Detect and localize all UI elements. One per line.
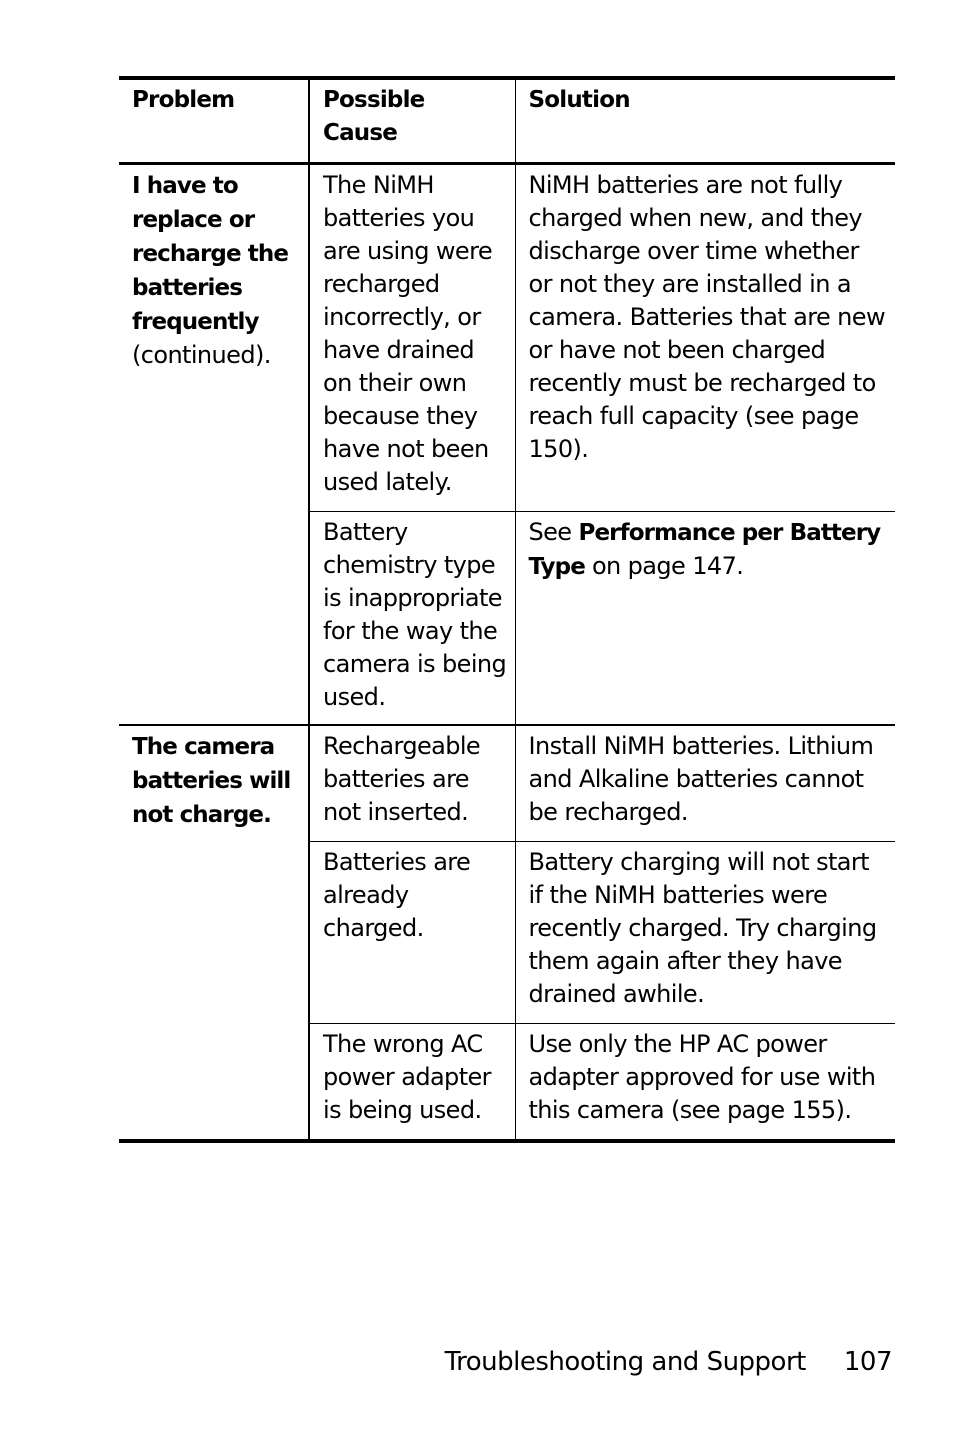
page-number: 107 [843,1347,892,1377]
table-header-row [119,78,895,164]
solution-cell: Install NiMH batteries. Lithium and Alkaline batteries cannot be recharged. [515,725,895,842]
table-row [119,725,895,842]
problem-cell [119,164,309,726]
solution-cell: Use only the HP AC power adapter approved for use with this camera (see page 155). [515,1024,895,1142]
problem-suffix: (continued). [132,341,271,369]
table-row [119,164,895,512]
solution-cell: Battery charging will not start if the NiMH batteries were recently charged. Try charging them again after they have drained awhile. [515,842,895,1024]
cross-reference: Performance per Battery Type [528,520,881,580]
solution-prefix: See [528,518,579,546]
header-possible-cause: Possible Cause [309,78,515,164]
problem-text: I have to replace or recharge the batteries frequently [132,173,289,335]
solution-suffix: on page 147. [584,552,744,580]
page-footer [445,1347,892,1377]
footer-section-title: Troubleshooting and Support [444,1347,806,1377]
cause-cell: Batteries are already charged. [309,842,515,1024]
cause-cell: Battery chemistry type is inappropriate for the way the camera is being used. [309,512,515,726]
solution-cell [515,512,895,726]
troubleshooting-table [119,76,895,1143]
header-solution: Solution [515,78,895,164]
problem-cell [119,725,309,1141]
cause-cell: The wrong AC power adapter is being used. [309,1024,515,1142]
cause-cell: The NiMH batteries you are using were recharged incorrectly, or have drained on their own because they have not been used lately. [309,164,515,512]
solution-cell: NiMH batteries are not fully charged when new, and they discharge over time whether or not they are installed in a camera. Batteries that are new or have not been charged recently must be recharged to reach full capacity (see page 150). [515,164,895,512]
problem-text: The camera batteries will not charge. [132,734,291,828]
cause-cell: Rechargeable batteries are not inserted. [309,725,515,842]
header-problem: Problem [132,87,235,113]
